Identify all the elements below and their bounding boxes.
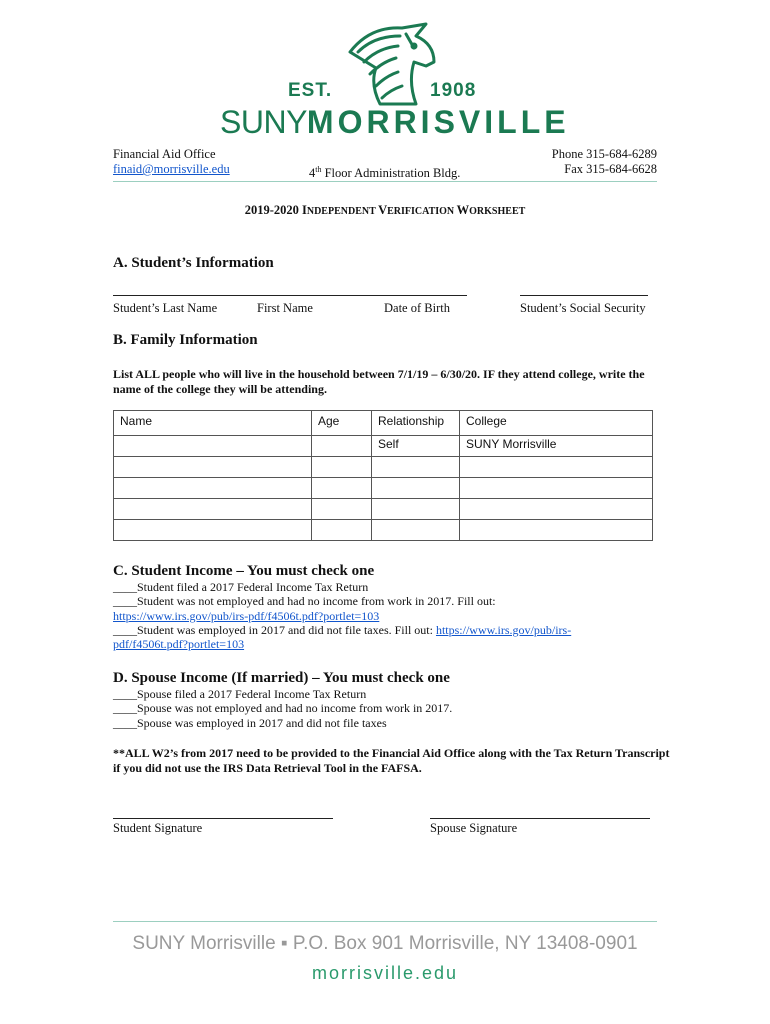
relationship-cell[interactable] <box>372 520 460 541</box>
brand-morrisville: MORRISVILLE <box>306 104 570 140</box>
brand-wordmark <box>220 104 570 141</box>
age-cell[interactable] <box>312 520 372 541</box>
name-cell[interactable] <box>114 478 312 499</box>
age-cell[interactable] <box>312 436 372 457</box>
table-row <box>114 520 653 541</box>
college-cell[interactable]: SUNY Morrisville <box>460 436 653 457</box>
spouse-income-options <box>113 687 673 730</box>
college-cell[interactable] <box>460 478 653 499</box>
section-b-heading: B. Family Information <box>113 332 258 348</box>
name-cell[interactable] <box>114 436 312 457</box>
college-cell[interactable] <box>460 520 653 541</box>
title-year: 2019-2020 <box>244 203 302 217</box>
student-income-option-filed[interactable]: ____Student filed a 2017 Federal Income Tax Return <box>113 580 369 594</box>
table-row <box>114 478 653 499</box>
col-name-header: Name <box>114 411 312 436</box>
footer-divider <box>113 921 657 922</box>
spouse-signature-label: Spouse Signature <box>430 821 518 835</box>
student-income-options <box>113 580 673 651</box>
col-college-header: College <box>460 411 653 436</box>
title-initial-2: V <box>378 203 388 217</box>
name-cell[interactable] <box>114 457 312 478</box>
location-floor-suffix: th <box>315 165 322 174</box>
spouse-income-option-not-employed[interactable]: ____Spouse was not employed and had no income from work in 2017. <box>113 701 453 716</box>
irs-form-link-2a[interactable]: https://www.irs.gov/pub/irs- <box>435 622 572 637</box>
college-cell[interactable] <box>460 457 653 478</box>
student-ssn-line[interactable] <box>520 283 648 296</box>
relationship-cell[interactable] <box>372 499 460 520</box>
student-income-option-employed-no-taxes[interactable]: ____Student was employed in 2017 and did not file taxes. Fill out: <box>113 622 436 637</box>
section-c-heading: C. Student Income – You must check one <box>113 563 375 579</box>
w2-note: **ALL W2’s from 2017 need to be provided to the Financial Aid Office along with the Tax Return Transcript if you did not use the IRS Data Retrieval Tool in the FAFSA. <box>113 746 670 775</box>
family-instructions: List ALL people who will live in the household between 7/1/19 – 6/30/20. IF they attend college, write the name of the college they will be attending. <box>113 367 645 396</box>
first-name-label: First Name <box>257 301 313 315</box>
header-divider <box>113 181 657 182</box>
spouse-signature-line[interactable] <box>430 806 650 819</box>
table-row <box>114 436 653 457</box>
spouse-income-option-filed[interactable]: ____Spouse filed a 2017 Federal Income Tax Return <box>113 687 367 701</box>
location-building: Floor Administration Bldg. <box>321 166 461 181</box>
ssn-label: Student’s Social Security <box>520 301 646 315</box>
col-age-header: Age <box>312 411 372 436</box>
table-row <box>114 457 653 478</box>
relationship-cell[interactable] <box>372 478 460 499</box>
logo-year-text: 1908 <box>430 80 477 101</box>
office-email-link[interactable]: finaid@morrisville.edu <box>113 162 230 176</box>
irs-form-link[interactable]: https://www.irs.gov/pub/irs-pdf/f4506t.pdf?portlet=103 <box>113 608 380 623</box>
table-row <box>114 499 653 520</box>
office-name: Financial Aid Office <box>113 147 216 161</box>
title-word-2: ERIFICATION <box>387 206 457 217</box>
office-location <box>309 162 460 181</box>
office-fax: Fax 315-684-6628 <box>564 162 657 176</box>
relationship-cell[interactable] <box>372 457 460 478</box>
horse-logo-icon <box>330 22 440 108</box>
irs-form-link-2b[interactable]: pdf/f4506t.pdf?portlet=103 <box>113 637 245 652</box>
section-d-heading: D. Spouse Income (If married) – You must check one <box>113 670 450 686</box>
family-table <box>113 410 653 541</box>
title-initial-1: I <box>301 203 307 217</box>
brand-suny: SUNY <box>220 104 307 140</box>
student-signature-line[interactable] <box>113 806 333 819</box>
table-header-row <box>114 411 653 436</box>
student-name-dob-line[interactable] <box>113 283 467 296</box>
name-cell[interactable] <box>114 520 312 541</box>
student-signature-label: Student Signature <box>113 821 203 835</box>
title-initial-3: W <box>456 203 470 217</box>
spouse-income-option-employed-no-taxes[interactable]: ____Spouse was employed in 2017 and did not file taxes <box>113 715 387 730</box>
dob-label: Date of Birth <box>384 301 450 315</box>
document-title <box>0 203 770 218</box>
age-cell[interactable] <box>312 457 372 478</box>
office-phone: Phone 315-684-6289 <box>551 147 657 161</box>
relationship-cell[interactable]: Self <box>372 436 460 457</box>
name-cell[interactable] <box>114 499 312 520</box>
age-cell[interactable] <box>312 499 372 520</box>
logo-est-text: EST. <box>288 80 333 101</box>
college-cell[interactable] <box>460 499 653 520</box>
age-cell[interactable] <box>312 478 372 499</box>
location-floor-number: 4 <box>309 166 316 181</box>
footer-address: SUNY Morrisville ▪ P.O. Box 901 Morrisville, NY 13408-0901 <box>132 933 638 954</box>
col-relationship-header: Relationship <box>372 411 460 436</box>
last-name-label: Student’s Last Name <box>113 301 218 315</box>
title-word-1: NDEPENDENT <box>306 206 379 217</box>
title-word-3: ORKSHEET <box>469 206 526 217</box>
student-income-option-not-employed[interactable]: ____Student was not employed and had no income from work in 2017. Fill out: <box>113 594 496 609</box>
footer-website[interactable]: morrisville.edu <box>311 963 459 983</box>
section-a-heading: A. Student’s Information <box>113 255 274 271</box>
